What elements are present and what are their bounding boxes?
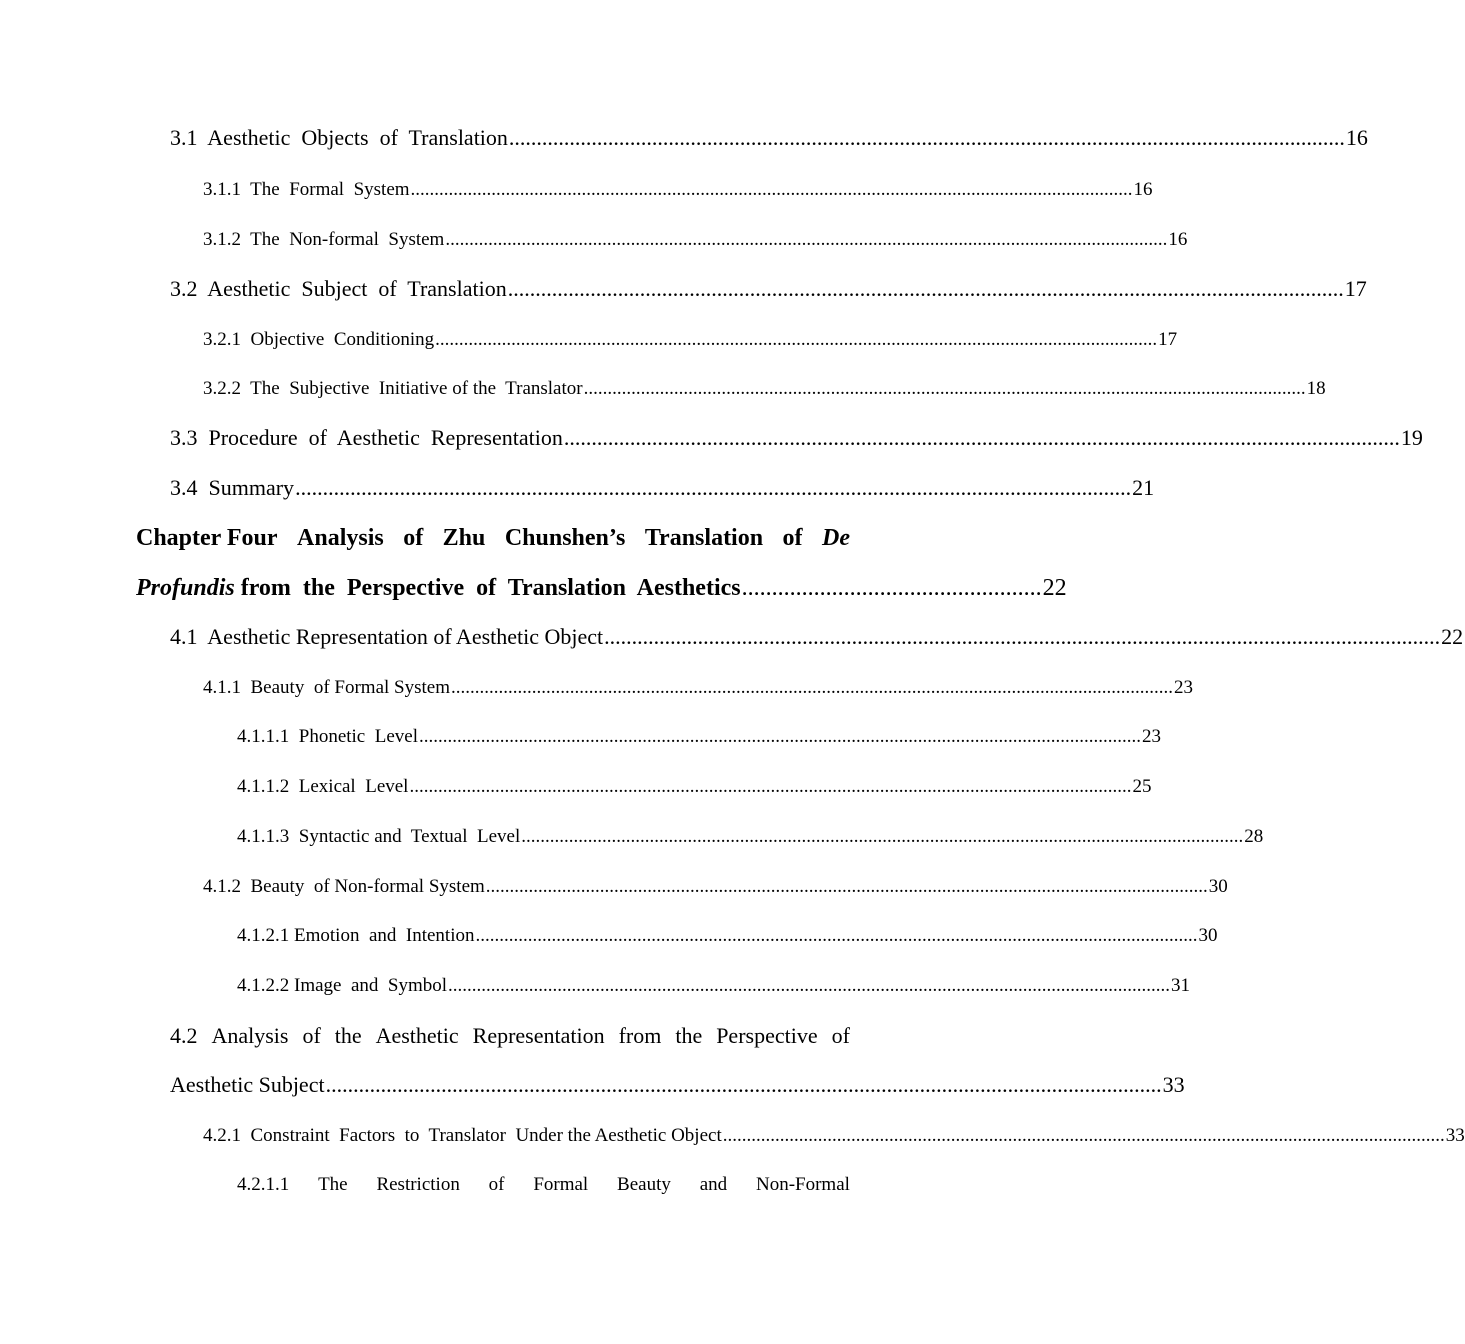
toc-entry-title: 4.1.1.3 Syntactic and Textual Level [237,826,521,847]
entry-word: Aesthetic [375,1023,459,1048]
entry-word: 4.2.1.1 [237,1174,290,1195]
toc-entry-page: 18 [1306,378,1326,399]
entry-word: from [618,1023,662,1048]
toc-entry-3-4[interactable] [170,475,1155,500]
heading-word: of [403,525,424,551]
toc-entry-page: 19 [1400,425,1423,450]
toc-entry-page: 23 [1173,677,1193,698]
dot-leader: ........................................................................................................................................................ [521,826,1244,847]
toc-entry-page: 23 [1142,726,1161,747]
toc-entry-page: 16 [1168,229,1188,250]
toc-chapter-4-heading[interactable] [136,526,850,550]
toc-entry-title: 4.1 Aesthetic Representation of Aesthetic Object [170,624,604,649]
dot-leader: ........................................................................................................................................................ [435,329,1158,350]
toc-entry-3-3[interactable] [170,425,1423,450]
heading-word: Chapter Four [136,525,278,551]
toc-entry-page: 31 [1171,975,1191,996]
toc-entry-4-1-1-2[interactable] [237,776,1152,797]
heading-word: Zhu [442,525,486,551]
dot-leader: ........................................................................................................................................................ [485,876,1208,897]
toc-entry-page: 16 [1345,125,1368,150]
toc-entry-title: 3.4 Summary [170,475,295,500]
toc-entry-4-1-2-1[interactable] [237,925,1218,946]
heading-word: Analysis [297,525,384,551]
toc-entry-title: 3.2.2 The Subjective Initiative of the Translator [203,378,583,399]
toc-entry-page: 17 [1158,329,1178,350]
toc-entry-page: 30 [1208,876,1228,897]
heading-word: Translation [644,525,764,551]
heading-word-italic: Profundis [136,575,235,601]
toc-entry-page: 22 [1441,624,1464,649]
entry-word: Restriction [376,1174,460,1195]
entry-word: Beauty [617,1174,671,1195]
toc-entry-4-1-2[interactable] [203,876,1228,897]
dot-leader: .................................................. [741,575,1042,601]
toc-entry-4-1-1[interactable] [203,677,1193,698]
toc-entry-page: 25 [1132,776,1152,797]
toc-entry-page: 17 [1344,276,1367,301]
toc-entry-title: 4.1.2 Beauty of Non-formal System [203,876,485,897]
dot-leader: ........................................................................................................................................................ [450,677,1173,698]
heading-word: Chunshen’s [504,525,626,551]
toc-entry-page: 33 [1445,1125,1465,1146]
toc-entry-title: 4.1.1.2 Lexical Level [237,776,409,797]
toc-entry-title: 4.1.2.1 Emotion and Intention [237,925,475,946]
entry-word: of [488,1174,505,1195]
toc-entry-page: 16 [1133,179,1153,200]
toc-entry-4-1-2-2[interactable] [237,975,1191,996]
toc-entry-4-2-1[interactable] [203,1125,1465,1146]
toc-entry-page: 22 [1042,575,1067,601]
toc-entry-title: 3.3 Procedure of Aesthetic Representation [170,425,563,450]
entry-word: Formal [533,1174,589,1195]
toc-entry-4-2-1-1[interactable] [237,1175,850,1194]
toc-entry-title: 4.1.1.1 Phonetic Level [237,726,418,747]
dot-leader: ........................................................................................................................................................ [448,975,1171,996]
toc-entry-title: 3.2 Aesthetic Subject of Translation [170,276,507,301]
dot-leader: ........................................................................................................................................................ [507,276,1344,301]
toc-entry-title: 3.1.1 The Formal System [203,179,410,200]
heading-text: from the Perspective of Translation Aesthetics [240,575,741,601]
entry-word: Non-Formal [755,1174,850,1195]
entry-word: of [302,1023,321,1048]
dot-leader: ........................................................................................................................................................ [583,378,1306,399]
toc-entry-3-2-2[interactable] [203,378,1326,399]
entry-word: The [318,1174,348,1195]
toc-entry-3-1[interactable] [170,125,1368,150]
dot-leader: ........................................................................................................................................................ [722,1125,1445,1146]
entry-word: 4.2 [170,1023,198,1048]
toc-entry-title: 3.1.2 The Non-formal System [203,229,445,250]
toc-entry-4-1-1-3[interactable] [237,826,1264,847]
dot-leader: ........................................................................................................................................................ [563,425,1400,450]
toc-entry-page: 30 [1198,925,1218,946]
toc-entry-3-1-2[interactable] [203,229,1188,250]
toc-entry-page: 21 [1132,475,1155,500]
entry-word: of [831,1023,850,1048]
toc-entry-4-1[interactable] [170,624,1464,649]
toc-entry-page: 33 [1162,1072,1185,1097]
entry-word: and [699,1174,728,1195]
entry-word: Analysis [211,1023,289,1048]
toc-entry-3-1-1[interactable] [203,179,1153,200]
toc-entry-4-1-1-1[interactable] [237,726,1161,747]
toc-entry-page: 28 [1244,826,1264,847]
toc-entry-title: 4.2.1 Constraint Factors to Translator Under the Aesthetic Object [203,1125,722,1146]
dot-leader: ........................................................................................................................................................ [445,229,1168,250]
entry-word: Representation [472,1023,605,1048]
dot-leader: ........................................................................................................................................................ [475,925,1198,946]
toc-chapter-4-heading-cont[interactable] [136,575,1067,601]
toc-entry-title: 4.1.2.2 Image and Symbol [237,975,448,996]
toc-entry-3-2[interactable] [170,276,1367,301]
dot-leader: ........................................................................................................................................................ [508,125,1345,150]
heading-word-italic: De [822,525,850,551]
toc-entry-3-2-1[interactable] [203,329,1178,350]
dot-leader: ........................................................................................................................................................ [409,776,1132,797]
toc-entry-title: 4.1.1 Beauty of Formal System [203,677,450,698]
entry-word: the [675,1023,703,1048]
toc-entry-title: 3.2.1 Objective Conditioning [203,329,435,350]
dot-leader: ........................................................................................................................................................ [295,475,1132,500]
toc-entry-title: 3.1 Aesthetic Objects of Translation [170,125,508,150]
dot-leader: ........................................................................................................................................................ [410,179,1133,200]
heading-word: of [782,525,803,551]
entry-word: Perspective [716,1023,818,1048]
toc-entry-4-2[interactable] [170,1025,850,1047]
entry-word: the [334,1023,362,1048]
dot-leader: ........................................................................................................................................................ [604,624,1441,649]
dot-leader: ........................................................................................................................................................ [419,726,1141,747]
dot-leader: ........................................................................................................................................................ [325,1072,1162,1097]
toc-entry-title: Aesthetic Subject [170,1072,325,1097]
toc-entry-4-2-cont[interactable] [170,1072,1185,1097]
